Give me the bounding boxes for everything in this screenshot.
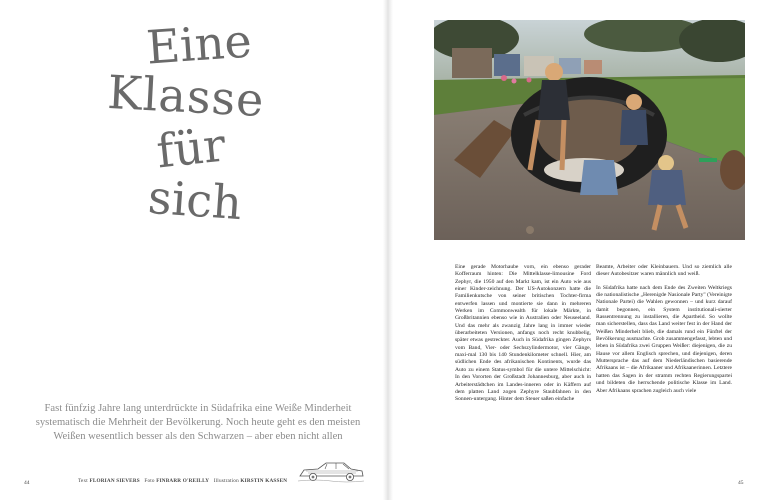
title-word-1: Eine (144, 13, 254, 75)
photo-credit-author: FINBARR O'REILLY (156, 478, 210, 484)
illustration-credit-label: Illustration (213, 478, 239, 484)
article-credits (78, 478, 318, 484)
car-illustration (296, 458, 366, 484)
text-credit-author: FLORIAN SIEVERS (89, 478, 140, 484)
article-teaser: Fast fünfzig Jahre lang unterdrückte in Südafrika eine Weiße Minderheit systematisch die Mehrheit der Bevölkerung. Noch heute geht es den meisten Weißen wesentlich besser als den Schwarzen – aber eben nicht allen (35, 403, 361, 442)
page-gutter (383, 0, 393, 500)
title-word-3: für (154, 117, 228, 179)
illustration-credit-author: KIRSTIN KASSEN (240, 478, 288, 484)
body-paragraph: In Südafrika hatte nach dem Ende des Zweiten Weltkriegs die nationalistische „Herenigde Nasionale Party" (Vereinigte Nationale Partei) die Wahlen gewonnen – und kurz darauf damit begonnen, ein System institutionali-sierter Rassentrennung zu installieren, die Apartheid. So wollte man sicherstellen, dass das Land weiter fest in der Hand der Weißen Minderheit blieb, die damals rund ein Fünftel der Bevölkerung ausmachte. Grob zusammengefasst, lebten und leben in Südafrika zwei Gruppen Weißer: diejenigen, die zu Hause vor allem Englisch sprechen, und diejenigen, deren Muttersprache das auf dem Niederländischen basierende Afrikaans ist – die Afrikaaner und Afrikaanerinnen. Letztere hatten das Sagen in der stramm rechten Regierungspartei und bildeten die herrschende politische Klasse im Land. Aber Afrikaans sprachen zugleich auch viele (596, 284, 732, 394)
article-title (100, 13, 280, 231)
page-number-right: 45 (738, 480, 744, 486)
title-word-4: sich (146, 169, 244, 231)
body-paragraph: Eine gerade Motorhaube vorn, ein ebenso gerader Kofferraum hinten: Die Mittelklasse-limousine Ford Zephyr, die 1950 auf den Markt kam, ist ein Auto wie aus einer Kinder-zeichnung. Der US-Autokonzern hatte die Familienkutsche von seiner britischen Tochter-firma entwerfen lassen und montierte sie dann in mehreren Werken im Commonwealth für lokale Märkte, in Großbritannien ebenso wie in Australien oder Neuseeland. Und das mehr als zwanzig Jahre lang in immer wieder überarbeiteten Versionen, anfangs noch recht knubbelig, später etwas gestreckter. Auch in Südafrika gingen Zephyrs vom Band, Vier- oder Sechszylindermotor, vier Gänge, maxi-mal 130 bis 140 Stundenkilometer schnell. Hier, am südlichen Ende des afrikanischen Kontinents, wurde das Auto zu einem Status-symbol für die untere Mittelschicht: In den Vororten der Großstadt Johannesburg, aber auch in Arbeiterstädtchen im Landes-inneren oder in Käffern auf dem platten Land zogen Zephyre Staubfahnen in den Sonnen-untergang. Hinter dem Steuer saßen einfache (455, 264, 591, 403)
article-photo (434, 20, 745, 240)
body-column-1 (455, 264, 591, 410)
body-paragraph: Beamte, Arbeiter oder Kleinbauern. Und so ziemlich alle dieser Autobesitzer waren männlich und weiß. (596, 264, 732, 278)
photo-credit-label: Foto (144, 478, 155, 484)
text-credit-label: Text (78, 478, 88, 484)
page-number-left: 44 (24, 480, 30, 486)
title-word-2: Klasse (106, 64, 266, 128)
body-column-2 (596, 264, 732, 401)
